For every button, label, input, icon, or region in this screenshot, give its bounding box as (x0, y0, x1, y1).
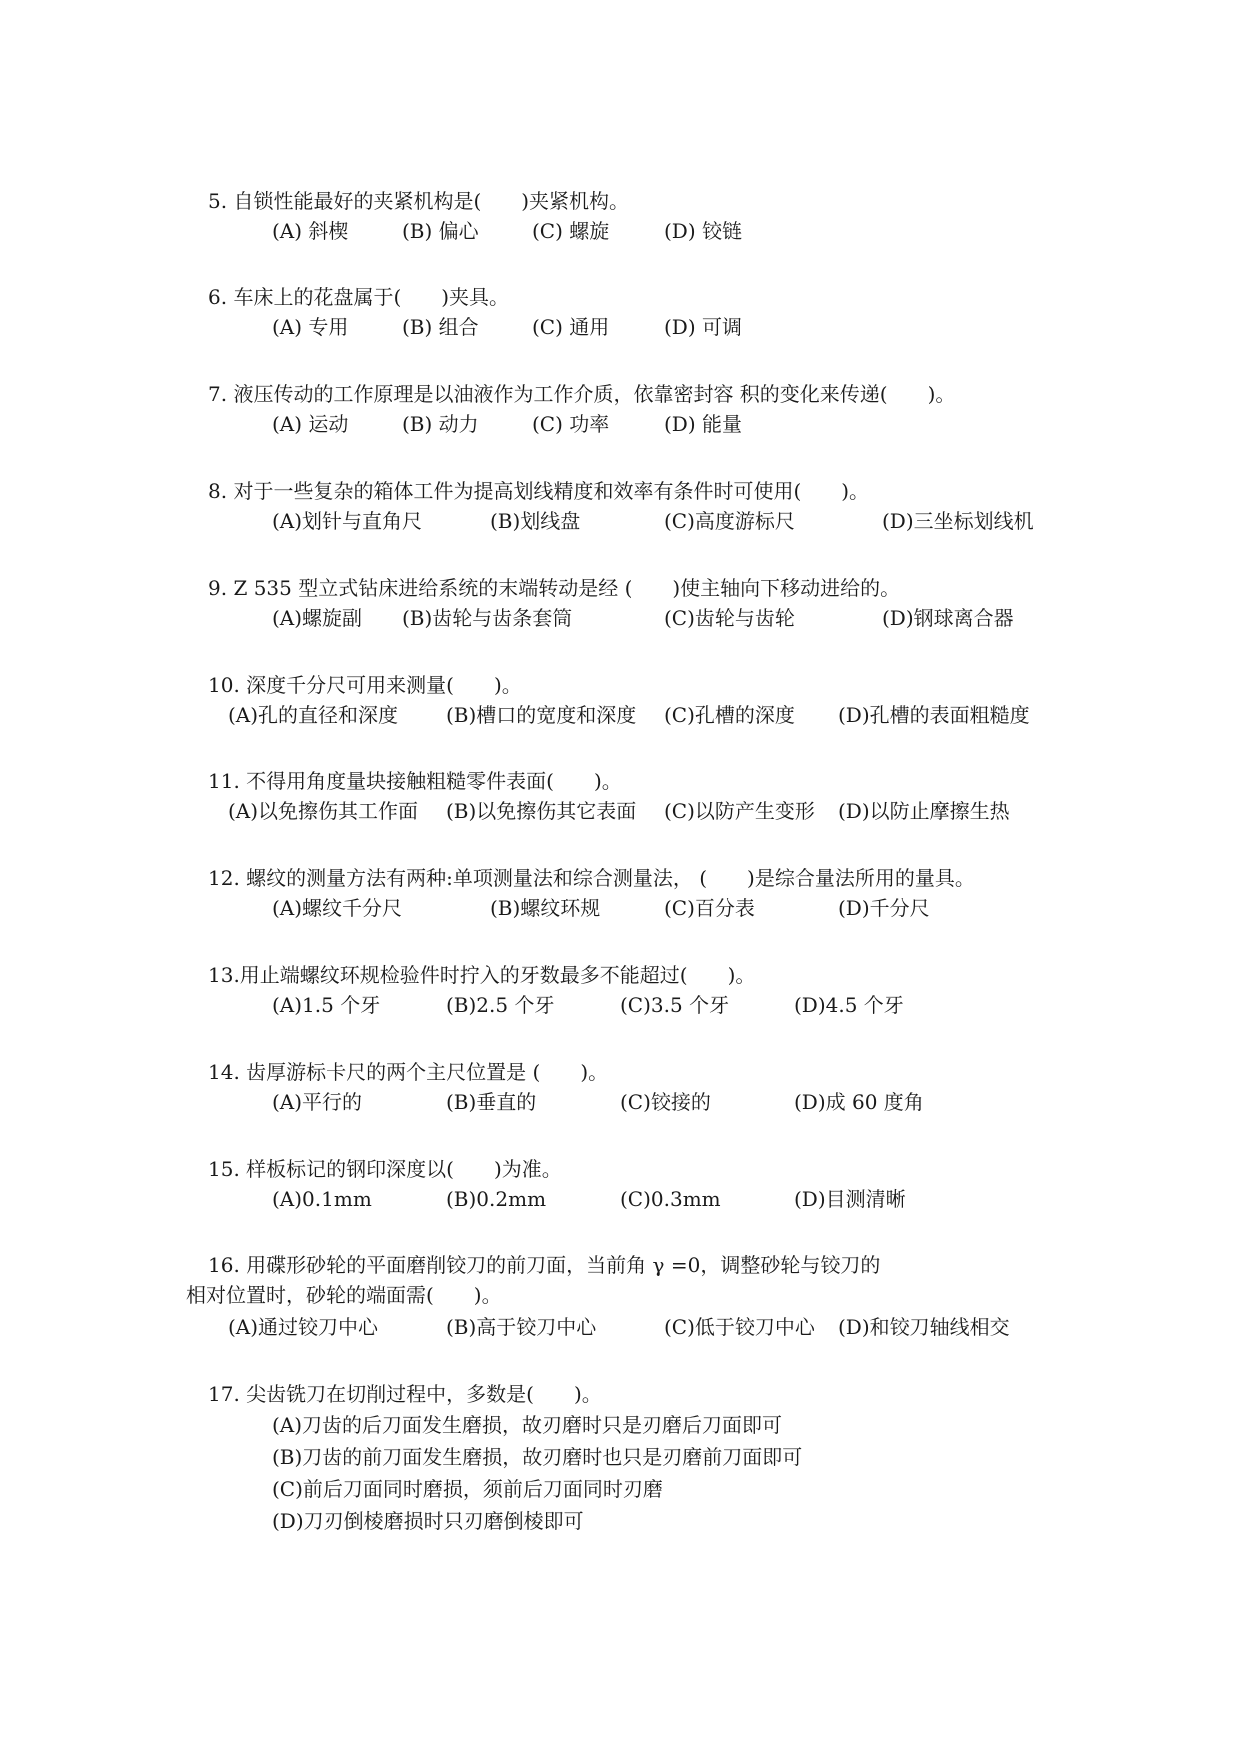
question-15-stem: 15. 样板标记的钢印深度以( )为准。 (208, 1157, 562, 1181)
option-b: (B)以免擦伤其它表面 (446, 799, 637, 823)
question-9-stem: 9. Z 535 型立式钻床进给系统的末端转动是经 ( )使主轴向下移动进给的。 (208, 576, 901, 600)
option-a: (A)螺旋副 (272, 606, 363, 630)
option-d: (D)以防止摩擦生热 (838, 799, 1010, 823)
option-a: (A)螺纹千分尺 (272, 896, 403, 920)
option-b: (B) 组合 (402, 315, 479, 339)
option-d: (D) 铰链 (664, 219, 742, 243)
question-11-stem: 11. 不得用角度量块接触粗糙零件表面( )。 (208, 769, 622, 793)
option-b: (B)垂直的 (446, 1090, 537, 1114)
question-15-options (272, 1186, 1072, 1212)
question-12-stem: 12. 螺纹的测量方法有两种:单项测量法和综合测量法， ( )是综合量法所用的量具。 (208, 866, 975, 890)
option-c: (C) 通用 (532, 315, 610, 339)
question-14-options (272, 1089, 1072, 1115)
option-d: (D)孔槽的表面粗糙度 (838, 703, 1030, 727)
option-c: (C)以防产生变形 (664, 799, 815, 823)
option-b: (B)齿轮与齿条套筒 (402, 606, 573, 630)
option-c: (C)齿轮与齿轮 (664, 606, 795, 630)
option-d: (D) 可调 (664, 315, 742, 339)
option-a: (A)通过铰刀中心 (228, 1315, 379, 1339)
question-17-option-c: (C)前后刀面同时磨损，须前后刀面同时刃磨 (272, 1477, 663, 1501)
option-d: (D)目测清晰 (794, 1187, 906, 1211)
option-d: (D)成 60 度角 (794, 1090, 924, 1114)
question-16-stem-continued: 相对位置时，砂轮的端面需( )。 (186, 1283, 502, 1307)
question-10-options (228, 702, 1078, 728)
question-5-options (272, 218, 872, 244)
option-a: (A)划针与直角尺 (272, 509, 423, 533)
option-c: (C)高度游标尺 (664, 509, 795, 533)
option-d: (D)4.5 个牙 (794, 993, 904, 1017)
question-7-options (272, 411, 872, 437)
option-a: (A)平行的 (272, 1090, 363, 1114)
question-16-stem: 16. 用碟形砂轮的平面磨削铰刀的前刀面，当前角 γ =0，调整砂轮与铰刀的 (208, 1253, 881, 1277)
question-10-stem: 10. 深度千分尺可用来测量( )。 (208, 673, 522, 697)
option-c: (C) 螺旋 (532, 219, 610, 243)
question-5-stem: 5. 自锁性能最好的夹紧机构是( )夹紧机构。 (208, 189, 630, 213)
option-d: (D)钢球离合器 (882, 606, 1014, 630)
option-c: (C)3.5 个牙 (620, 993, 730, 1017)
question-12-options (272, 895, 1072, 921)
option-b: (B)槽口的宽度和深度 (446, 703, 637, 727)
option-a: (A)孔的直径和深度 (228, 703, 399, 727)
question-11-options (228, 798, 1078, 824)
question-9-options (272, 605, 1072, 631)
option-b: (B)高于铰刀中心 (446, 1315, 597, 1339)
option-a: (A)0.1mm (272, 1187, 372, 1211)
option-b: (B) 动力 (402, 412, 479, 436)
question-17-option-b: (B)刀齿的前刀面发生磨损，故刃磨时也只是刃磨前刀面即可 (272, 1445, 803, 1469)
question-16-options (228, 1314, 1078, 1340)
question-8-options (272, 508, 1072, 534)
option-a: (A)以免擦伤其工作面 (228, 799, 419, 823)
option-c: (C)0.3mm (620, 1187, 721, 1211)
question-6-options (272, 314, 872, 340)
question-8-stem: 8. 对于一些复杂的箱体工件为提高划线精度和效率有条件时可使用( )。 (208, 479, 870, 503)
option-d: (D)和铰刀轴线相交 (838, 1315, 1010, 1339)
option-b: (B)划线盘 (490, 509, 581, 533)
question-17-option-d: (D)刀刃倒棱磨损时只刃磨倒棱即可 (272, 1509, 584, 1533)
option-a: (A) 斜楔 (272, 219, 349, 243)
option-a: (A) 运动 (272, 412, 349, 436)
option-d: (D)千分尺 (838, 896, 930, 920)
option-b: (B)2.5 个牙 (446, 993, 555, 1017)
question-14-stem: 14. 齿厚游标卡尺的两个主尺位置是 ( )。 (208, 1060, 609, 1084)
question-13-options (272, 992, 1072, 1018)
question-7-stem: 7. 液压传动的工作原理是以油液作为工作介质，依靠密封容 积的变化来传递( )。 (208, 382, 956, 406)
option-c: (C)低于铰刀中心 (664, 1315, 815, 1339)
option-b: (B)螺纹环规 (490, 896, 601, 920)
option-a: (A)1.5 个牙 (272, 993, 381, 1017)
question-13-stem: 13.用止端螺纹环规检验件时拧入的牙数最多不能超过( )。 (208, 963, 756, 987)
option-b: (B)0.2mm (446, 1187, 547, 1211)
option-c: (C) 功率 (532, 412, 610, 436)
question-6-stem: 6. 车床上的花盘属于( )夹具。 (208, 285, 510, 309)
option-b: (B) 偏心 (402, 219, 479, 243)
option-d: (D) 能量 (664, 412, 742, 436)
question-17-option-a: (A)刀齿的后刀面发生磨损，故刃磨时只是刃磨后刀面即可 (272, 1413, 783, 1437)
option-a: (A) 专用 (272, 315, 349, 339)
option-c: (C)百分表 (664, 896, 755, 920)
option-d: (D)三坐标划线机 (882, 509, 1034, 533)
option-c: (C)铰接的 (620, 1090, 711, 1114)
option-c: (C)孔槽的深度 (664, 703, 795, 727)
question-17-stem: 17. 尖齿铣刀在切削过程中，多数是( )。 (208, 1382, 602, 1406)
